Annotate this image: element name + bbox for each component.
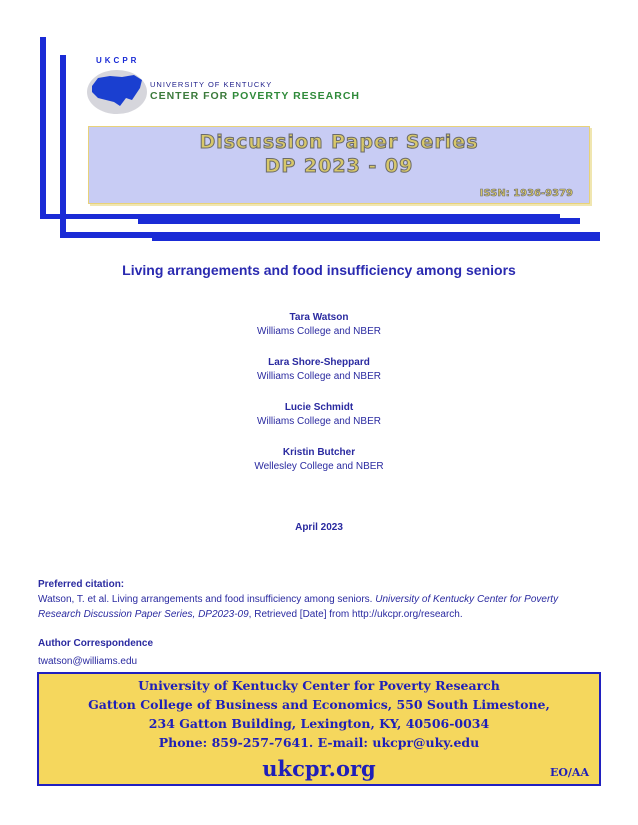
series-number: DP 2023 - 09 xyxy=(264,155,414,177)
paper-date: April 2023 xyxy=(295,522,343,533)
author-block xyxy=(0,447,638,472)
series-box xyxy=(88,126,590,204)
author-affiliation: Wellesley College and NBER xyxy=(254,461,384,472)
author-name: Lara Shore-Sheppard xyxy=(268,357,370,368)
author-name: Lucie Schmidt xyxy=(284,402,354,413)
author-affiliation: Williams College and NBER xyxy=(257,416,381,427)
paper-title: Living arrangements and food insufficiency among seniors xyxy=(122,262,516,278)
logo-center xyxy=(150,90,360,102)
citation-part2: University of Kentucky Center for Poverty Research Discussion Paper Series, DP2023-09 xyxy=(38,594,559,620)
series-title: Discussion Paper Series xyxy=(199,131,479,153)
footer-line-4: Phone: 859-257-7641. E-mail: ukcpr@uky.edu xyxy=(158,735,480,750)
logo-university: UNIVERSITY OF KENTUCKY xyxy=(150,80,273,89)
author-block xyxy=(0,357,638,382)
footer-box xyxy=(37,672,601,786)
footer-eo: EO/AA xyxy=(549,766,589,779)
correspondence-label: Author Correspondence xyxy=(38,638,154,649)
footer-line-2: Gatton College of Business and Economics, 550 South Limestone, xyxy=(88,697,550,712)
logo-arc-text: UKCPR xyxy=(96,56,140,65)
correspondence-email[interactable]: twatson@williams.edu xyxy=(38,656,138,667)
frame-bar-bottom-2 xyxy=(138,218,580,224)
issn: ISSN: 1936-9379 xyxy=(479,188,573,199)
citation-label: Preferred citation: xyxy=(38,579,125,590)
author-affiliation: Williams College and NBER xyxy=(257,371,381,382)
author-affiliation: Williams College and NBER xyxy=(257,326,381,337)
citation-part1: Watson, T. et al. Living arrangements and food insufficiency among seniors. xyxy=(38,594,376,605)
citation-text xyxy=(38,592,598,622)
citation-part3: , Retrieved [Date] from http://ukcpr.org/research. xyxy=(248,609,463,620)
frame-bar-bottom-4 xyxy=(152,236,600,241)
footer-line-3: 234 Gatton Building, Lexington, KY, 40506-0034 xyxy=(148,716,490,731)
logo-center-b: POVERTY RESEARCH xyxy=(232,90,361,102)
author-name: Tara Watson xyxy=(289,312,349,323)
author-name: Kristin Butcher xyxy=(282,447,356,458)
footer-line-1: University of Kentucky Center for Poverty Research xyxy=(138,678,500,693)
author-block xyxy=(0,402,638,427)
logo-center-a: CENTER FOR xyxy=(150,90,233,102)
footer-website-link[interactable]: ukcpr.org xyxy=(262,756,376,781)
frame-bar-left-outer xyxy=(40,37,46,219)
author-block xyxy=(0,312,638,337)
usa-map-icon xyxy=(86,66,148,116)
frame-bar-left-inner xyxy=(60,55,66,237)
